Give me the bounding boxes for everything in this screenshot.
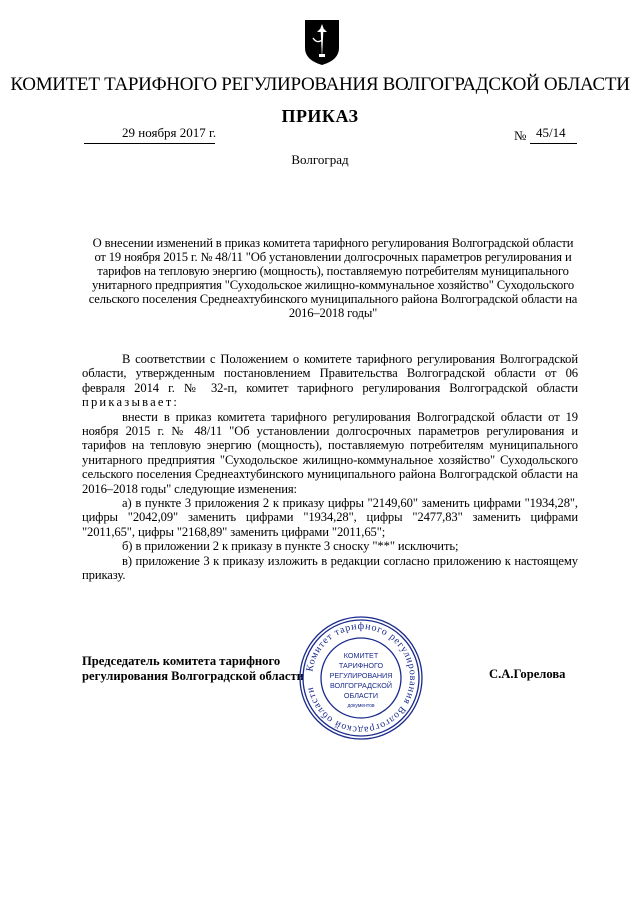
preamble-text: В соответствии с Положением о комитете тарифного регулирования Волгоградской области, утвержденным постановлением Правительства Волгоградской области от 06 февраля 2014 г. № 32-п, комитет тарифного регулирования Волгоградской области <box>82 352 578 395</box>
signatory-position <box>82 654 304 683</box>
seal-line-4: ВОЛГОГРАДСКОЙ <box>329 681 393 690</box>
list-item <box>82 539 578 553</box>
document-type: ПРИКАЗ <box>281 106 359 126</box>
seal-line-2: ТАРИФНОГО <box>338 661 384 670</box>
seal-line-5: ОБЛАСТИ <box>343 691 379 700</box>
list-item <box>82 496 578 539</box>
number-sign: № <box>514 128 527 143</box>
item-text: приложение 3 к приказу изложить в редакции согласно приложению к настоящему приказу. <box>82 553 578 583</box>
date-underline <box>84 143 215 144</box>
number-underline <box>530 143 577 144</box>
main-paragraph: внести в приказ комитета тарифного регулирования Волгоградской области от 19 ноября 2015 г. № 48/11 "Об установлении долгосрочных параметров регулирования и тарифов на тепловую энергию (мощность), поставляемую потребителям муниципального унитарного предприятия "Суходольское жилищно-коммунальное хозяйство" Суходольского сельского поселения Среднеахтубинского муниципального района Волгоградской области на 2016–2018 годы" следующие изменения: <box>82 409 578 496</box>
item-text: в пункте 3 приложения 2 к приказу цифры "2149,60" заменить цифрами "1934,28", цифры "2042,09" заменить цифрами "1934,28", цифры "2477,83" заменить цифрами "2011,65", цифры "2168,89" заменить цифрами "2011,65"; <box>82 496 578 539</box>
document-subject: О внесении изменений в приказ комитета тарифного регулирования Волгоградской области от 19 ноября 2015 г. № 48/11 "Об установлении долгосрочных параметров регулирования и тарифов на тепловую энергию (мощность), поставляемую потребителям муниципального унитарного предприятия "Суходольское жилищно-коммунальное хозяйство" Суходольского сельского поселения Среднеахтубинского муниципального района Волгоградской области на 2016–2018 годы" <box>88 236 578 320</box>
item-label: б) <box>122 539 133 554</box>
seal-ring-text: Комитет тарифного регулирования Волгоградской области <box>304 620 419 736</box>
position-line-1: Председатель комитета тарифного <box>82 654 281 668</box>
preamble-paragraph <box>82 352 578 410</box>
city: Волгоград <box>291 152 349 167</box>
list-item <box>82 554 578 583</box>
document-date: 29 ноября 2017 г. <box>122 125 217 140</box>
item-label: в) <box>122 553 132 568</box>
position-line-2: регулирования Волгоградской области <box>82 668 304 683</box>
item-text: в приложении 2 к приказу в пункте 3 сноску "**" исключить; <box>135 539 459 554</box>
signatory-name: С.А.Горелова <box>489 667 566 681</box>
document-number: 45/14 <box>536 125 566 140</box>
seal-line-3: РЕГУЛИРОВАНИЯ <box>329 671 393 680</box>
seal-line-1: КОМИТЕТ <box>343 651 379 660</box>
decree-word: приказывает: <box>82 395 180 410</box>
item-label: а) <box>122 496 132 511</box>
official-seal-icon <box>297 614 425 742</box>
volgograd-emblem-icon <box>303 18 341 66</box>
seal-small-text: документов <box>347 703 375 709</box>
document-body <box>82 352 578 583</box>
organization-title: КОМИТЕТ ТАРИФНОГО РЕГУЛИРОВАНИЯ ВОЛГОГРАДСКОЙ ОБЛАСТИ <box>10 74 630 95</box>
